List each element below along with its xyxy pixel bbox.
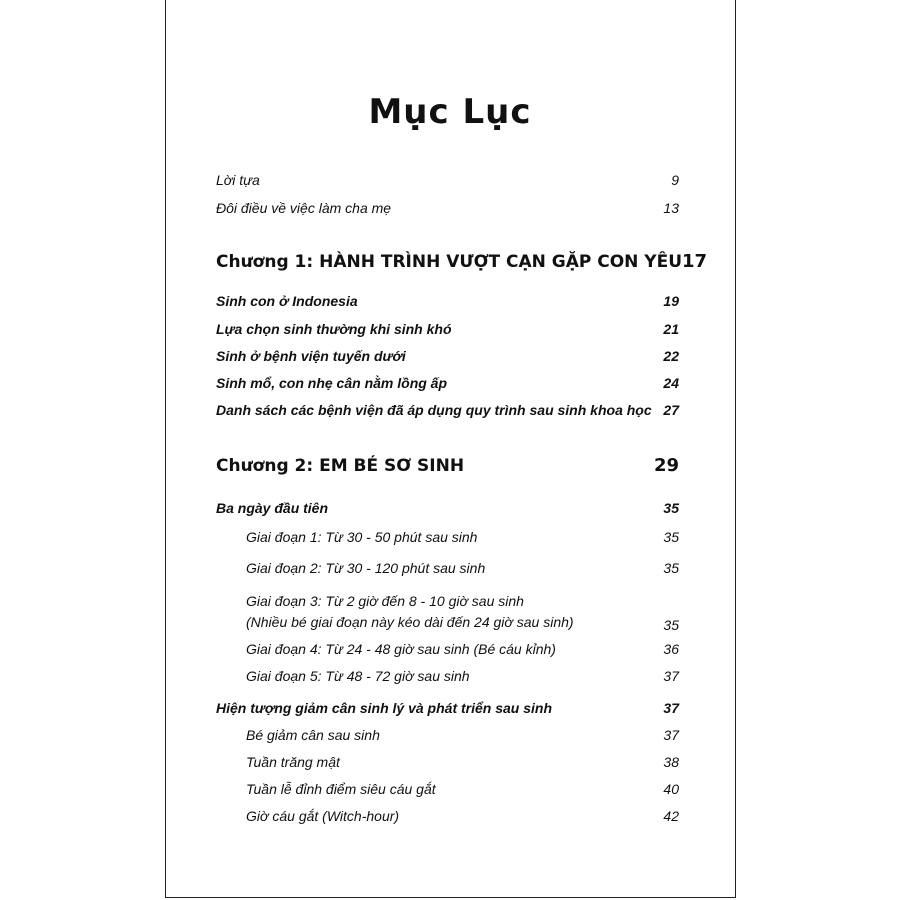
toc-subentry-page: 38: [663, 754, 679, 770]
chapter-page: 29: [653, 455, 679, 476]
toc-subentry-title: [246, 591, 574, 633]
toc-subentry: [246, 781, 679, 797]
chapter-title: Chương 2: EM BÉ SƠ SINH: [216, 456, 465, 476]
toc-subentry-page: 35: [663, 617, 679, 633]
toc-section-title: Lựa chọn sinh thường khi sinh khó: [216, 321, 452, 337]
toc-subentry-title: Giai đoạn 4: Từ 24 - 48 giờ sau sinh (Bé cáu kỉnh): [246, 641, 556, 657]
toc-section-page: 24: [663, 375, 679, 391]
toc-subentry: [246, 591, 679, 633]
toc-subentry-title: Giai đoạn 2: Từ 30 - 120 phút sau sinh: [246, 560, 486, 576]
toc-subentry: [246, 560, 679, 576]
toc-section: [216, 348, 679, 364]
toc-section-title: Sinh ở bệnh viện tuyến dưới: [216, 348, 406, 364]
toc-section: [216, 321, 679, 337]
toc-subentry-page: 42: [663, 808, 679, 824]
toc-subentry-line: (Nhiều bé giai đoạn này kéo dài đến 24 giờ sau sinh): [246, 614, 574, 630]
toc-section-title: Sinh con ở Indonesia: [216, 293, 358, 309]
toc-subentry-title: Giai đoạn 1: Từ 30 - 50 phút sau sinh: [246, 529, 478, 545]
toc-section-page: 27: [663, 402, 679, 418]
toc-subentry: [246, 529, 679, 545]
toc-section: [216, 375, 679, 391]
toc-subentry-page: 37: [663, 727, 679, 743]
toc-section-title: Hiện tượng giảm cân sinh lý và phát triển sau sinh: [216, 700, 553, 716]
page-title: Mục Lục: [368, 92, 532, 132]
toc-entry: [216, 172, 679, 188]
chapter-title: Chương 1: HÀNH TRÌNH VƯỢT CẠN GẶP CON YÊU: [216, 252, 683, 272]
chapter-heading: [216, 251, 708, 272]
toc-section: [216, 402, 679, 418]
toc-subentry-title: Tuần lễ đỉnh điểm siêu cáu gắt: [246, 781, 436, 797]
toc-subentry-page: 35: [663, 560, 679, 576]
toc-subentry-page: 37: [663, 668, 679, 684]
toc-subentry-title: Tuần trăng mật: [246, 754, 340, 770]
toc-entry-page: 13: [663, 200, 679, 216]
toc-subentry-title: Giờ cáu gắt (Witch-hour): [246, 808, 400, 824]
toc-subentry-title: Giai đoạn 5: Từ 48 - 72 giờ sau sinh: [246, 668, 470, 684]
toc-subentry: [246, 727, 679, 743]
toc-section-page: 35: [663, 500, 679, 516]
toc-section: [216, 700, 679, 716]
toc-section-page: 22: [663, 348, 679, 364]
toc-subentry-page: 35: [663, 529, 679, 545]
toc-section: [216, 293, 679, 309]
toc-section-page: 19: [663, 293, 679, 309]
toc-section-page: 21: [663, 321, 679, 337]
toc-section-title: Ba ngày đầu tiên: [216, 500, 329, 516]
chapter-page: 17: [682, 251, 708, 272]
toc-subentry-page: 36: [663, 641, 679, 657]
toc-subentry: [246, 668, 679, 684]
toc-section-title: Danh sách các bệnh viện đã áp dụng quy trình sau sinh khoa học: [216, 402, 652, 418]
toc-subentry-page: 40: [663, 781, 679, 797]
toc-subentry: [246, 808, 679, 824]
toc-subentry: [246, 641, 679, 657]
chapter-heading: [216, 455, 679, 476]
toc-entry-title: Lời tựa: [216, 172, 260, 188]
toc-entry-page: 9: [671, 172, 679, 188]
toc-entry: [216, 200, 679, 216]
toc-section: [216, 500, 679, 516]
toc-section-title: Sinh mổ, con nhẹ cân nằm lồng ấp: [216, 375, 448, 391]
toc-subentry-line: Giai đoạn 3: Từ 2 giờ đến 8 - 10 giờ sau sinh: [246, 593, 524, 609]
toc-subentry: [246, 754, 679, 770]
toc-subentry-title: Bé giảm cân sau sinh: [246, 727, 380, 743]
toc-section-page: 37: [663, 700, 679, 716]
toc-entry-title: Đôi điều về việc làm cha mẹ: [216, 200, 392, 216]
